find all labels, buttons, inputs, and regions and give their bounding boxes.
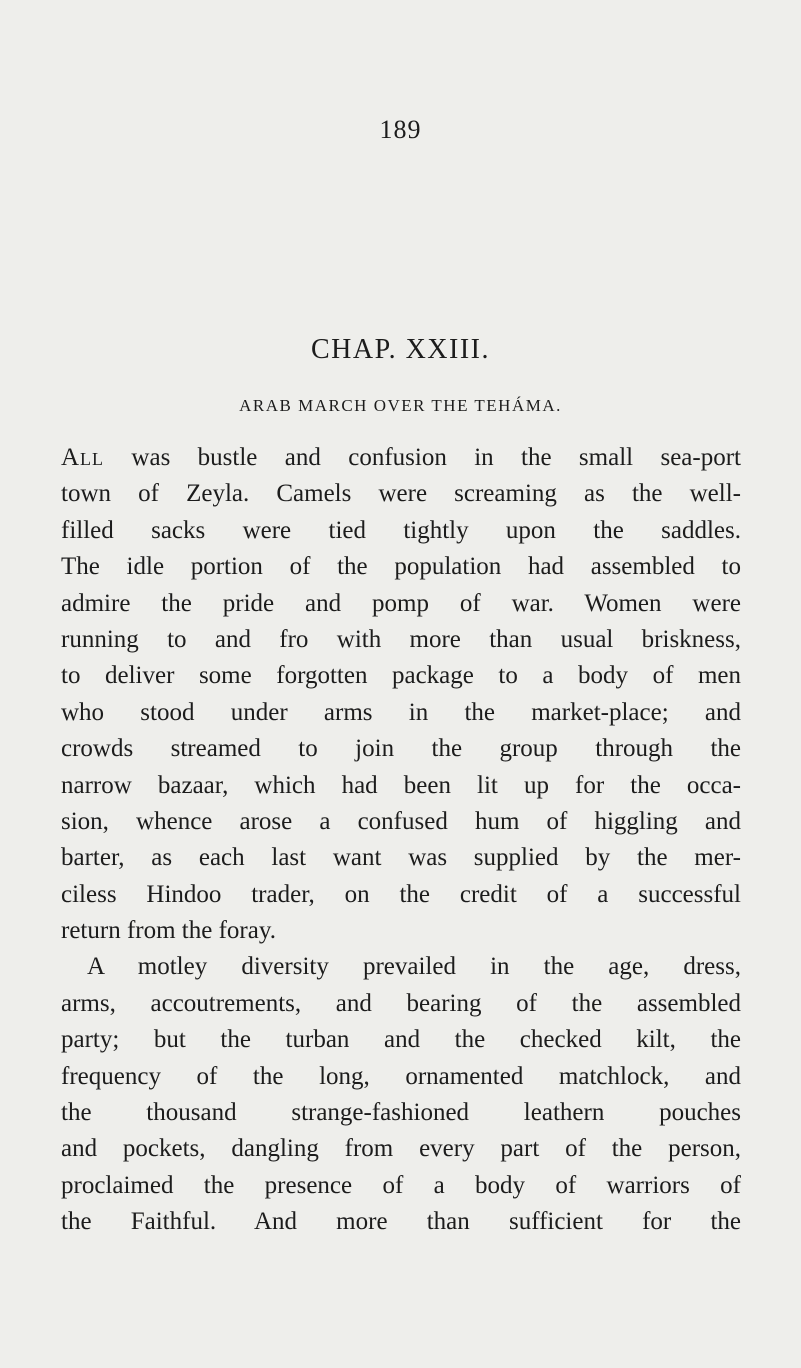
- text-line: the thousand strange-fashioned leathern pouches: [61, 1099, 741, 1127]
- text-line: town of Zeyla. Camels were screaming as the well-: [61, 480, 741, 508]
- text-line: narrow bazaar, which had been lit up for the occa-: [61, 771, 741, 799]
- text-line: proclaimed the presence of a body of warriors of: [61, 1171, 741, 1199]
- text-line: and pockets, dangling from every part of the person,: [61, 1135, 741, 1163]
- text-line: arms, accoutrements, and bearing of the assembled: [61, 989, 741, 1017]
- chapter-subtitle: ARAB MARCH OVER THE TEHÁMA.: [239, 396, 562, 415]
- body-text: [61, 440, 741, 1241]
- text-line: the Faithful. And more than sufficient for the: [61, 1208, 741, 1236]
- text-line: frequency of the long, ornamented matchlock, and: [61, 1062, 741, 1090]
- text-line: admire the pride and pomp of war. Women were: [61, 589, 741, 617]
- text-line: to deliver some forgotten package to a body of men: [61, 662, 741, 690]
- first-line-rest: was bustle and confusion in the small sea-port: [104, 444, 741, 471]
- page-number: 189: [379, 115, 422, 144]
- text-line: party; but the turban and the checked kilt, the: [61, 1026, 741, 1054]
- text-line: The idle portion of the population had assembled to: [61, 553, 741, 581]
- text-line: who stood under arms in the market-place; and: [61, 698, 741, 726]
- text-line: barter, as each last want was supplied by the mer-: [61, 844, 741, 872]
- text-line: filled sacks were tied tightly upon the saddles.: [61, 516, 741, 544]
- chapter-title: CHAP. XXIII.: [311, 334, 490, 365]
- text-line: [61, 440, 741, 476]
- text-line: crowds streamed to join the group through the: [61, 735, 741, 763]
- text-line: running to and fro with more than usual briskness,: [61, 625, 741, 653]
- text-line: return from the foray.: [61, 917, 276, 945]
- text-line: A motley diversity prevailed in the age, dress,: [87, 953, 741, 981]
- text-line: ciless Hindoo trader, on the credit of a successful: [61, 880, 741, 908]
- text-line: sion, whence arose a confused hum of higgling and: [61, 807, 741, 835]
- lead-word: All: [61, 444, 105, 471]
